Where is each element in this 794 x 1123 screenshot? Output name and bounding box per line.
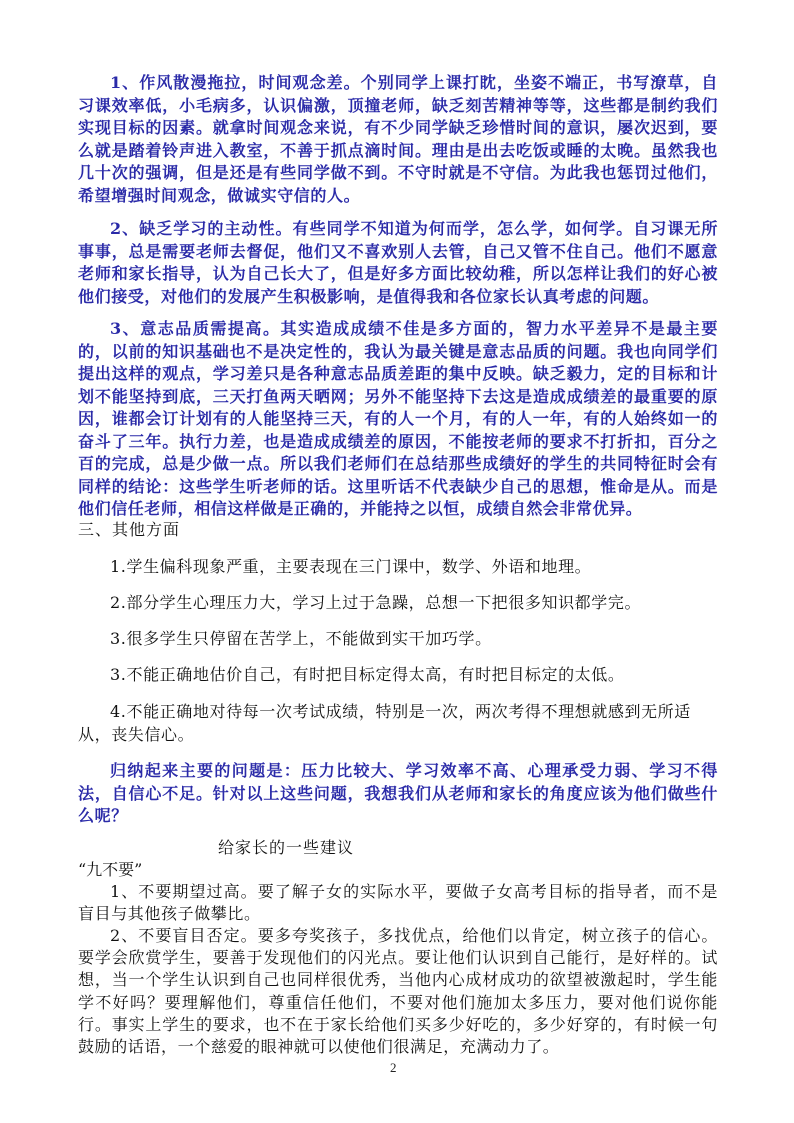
paragraph-initiative: 2、缺乏学习的主动性。有些同学不知道为何而学，怎么学，如何学。自习课无所事事，总是需要老师去督促，他们又不喜欢别人去管，自己又管不住自己。他们不愿意老师和家长指导，认为自己长大了，但是好多方面比较幼稚，所以怎样让我们的好心被他们接受，对他们的发展产生积极影响，是值得我和各位家长认真考虑的问题。 bbox=[78, 219, 718, 306]
list-item: 2.部分学生心理压力大，学习上过于急躁，总想一下把很多知识都学完。 bbox=[110, 593, 642, 612]
list-item: 4.不能正确地对待每一次考试成绩，特别是一次，两次考得不理想就感到无所适从，丧失信心。 bbox=[78, 702, 691, 744]
advice-paragraph-expectations: 1、不要期望过高。要了解子女的实际水平，要做子女高考目标的指导者，而不是盲目与其他孩子做攀比。 bbox=[78, 882, 718, 924]
advice-paragraph-negation: 2、不要盲目否定。要多夸奖孩子，多找优点，给他们以肯定，树立孩子的信心。要学会欣赏学生，要善于发现他们的闪光点。要让他们认识到自己能行，是好样的。试想，当一个学生认识到自己也同样很优秀，当他内心成材成功的欲望被激起时，学生能学不好吗？要理解他们，尊重信任他们，不要对他们施加太多压力，要对他们说你能行。事实上学生的要求，也不在于家长给他们买多少好吃的，多少好穿的，有时候一句鼓励的话语，一个慈爱的眼神就可以使他们很满足，充满动力了。 bbox=[78, 926, 718, 1057]
list-item: 3.很多学生只停留在苦学上，不能做到实干加巧学。 bbox=[110, 629, 492, 648]
advice-subtitle: “九不要” bbox=[78, 860, 143, 879]
page-number: 2 bbox=[390, 1060, 397, 1075]
list-item: 1.学生偏科现象严重，主要表现在三门课中，数学、外语和地理。 bbox=[110, 557, 592, 576]
paragraph-time-management: 1、作风散漫拖拉，时间观念差。个别同学上课打眈，坐姿不端正，书写潦草，自习课效率低，小毛病多，认识偏激，顶撞老师，缺乏刻苦精神等等，这些都是制约我们实现目标的因素。就拿时间观念来说，有不少同学缺乏珍惜时间的意识，屡次迟到，要么就是踏着铃声进入教室，不善于抓点滴时间。理由是出去吃饭或睡的太晚。虽然我也几十次的强调，但是还是有些同学做不到。不守时就是不守信。为此我也惩罚过他们，希望增强时间观念，做诚实守信的人。 bbox=[78, 73, 718, 205]
summary-paragraph: 归纳起来主要的问题是：压力比较大、学习效率不高、心理承受力弱、学习不得法，自信心不足。针对以上这些问题，我想我们从老师和家长的角度应该为他们做些什么呢？ bbox=[78, 761, 718, 825]
list-item: 3.不能正确地估价自己，有时把目标定得太高，有时把目标定的太低。 bbox=[110, 665, 625, 684]
paragraph-willpower: 3、意志品质需提高。其实造成成绩不佳是多方面的，智力水平差异不是最主要的，以前的知识基础也不是决定性的，我认为最关键是意志品质的问题。我也向同学们提出这样的观点，学习差只是各种意志品质差距的集中反映。缺乏毅力，定的目标和计划不能坚持到底，三天打鱼两天晒网；另外不能坚持下去这是造成成绩差的最重要的原因，谁都会订计划有的人能坚持三天，有的人一个月，有的人一年，有的人始终如一的奋斗了三年。执行力差，也是造成成绩差的原因，不能按老师的要求不打折扣，百分之百的完成，总是少做一点。所以我们老师们在总结那些成绩好的学生的共同特征时会有同样的结论：这些学生听老师的话。这里听话不代表缺少自己的思想，惟命是从。而是他们信任老师，相信这样做是正确的，并能持之以恒，成绩自然会非常优异。 bbox=[78, 319, 718, 518]
advice-title: 给家长的一些建议 bbox=[218, 838, 355, 857]
section-heading-other: 三、其他方面 bbox=[78, 520, 181, 539]
